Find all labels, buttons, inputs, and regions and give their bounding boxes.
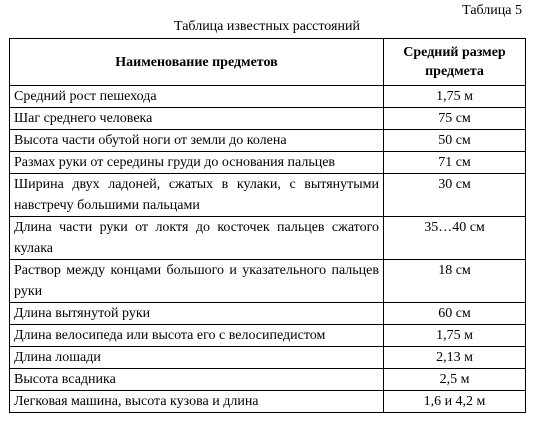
table-row bbox=[10, 325, 526, 347]
table-row bbox=[10, 347, 526, 369]
row-size: 1,75 м bbox=[384, 86, 526, 108]
row-name: Длина лошади bbox=[10, 347, 384, 369]
table-number: Таблица 5 bbox=[462, 3, 522, 18]
row-name: Шаг среднего человека bbox=[10, 108, 384, 130]
row-size: 30 см bbox=[384, 174, 526, 217]
row-size: 50 см bbox=[384, 130, 526, 152]
row-size: 60 см bbox=[384, 303, 526, 325]
row-name: Легковая машина, высота кузова и длина bbox=[10, 391, 384, 413]
row-name: Высота части обутой ноги от земли до колена bbox=[10, 130, 384, 152]
row-name: Ширина двух ладоней, сжатых в кулаки, с вытянутыми навстречу большими пальцами bbox=[10, 174, 384, 217]
table-row bbox=[10, 152, 526, 174]
row-name: Размах руки от середины груди до основания пальцев bbox=[10, 152, 384, 174]
table-row bbox=[10, 86, 526, 108]
row-size: 35…40 см bbox=[384, 217, 526, 260]
row-size: 18 см bbox=[384, 260, 526, 303]
table-row bbox=[10, 260, 526, 303]
table-caption: Таблица известных расстояний bbox=[174, 19, 360, 34]
row-size: 75 см bbox=[384, 108, 526, 130]
row-name: Длина части руки от локтя до косточек пальцев сжатого кулака bbox=[10, 217, 384, 260]
row-size: 1,6 и 4,2 м bbox=[384, 391, 526, 413]
table-row bbox=[10, 369, 526, 391]
row-size: 1,75 м bbox=[384, 325, 526, 347]
row-name: Раствор между концами большого и указательного пальцев руки bbox=[10, 260, 384, 303]
table-row bbox=[10, 391, 526, 413]
row-name: Высота всадника bbox=[10, 369, 384, 391]
row-size: 2,5 м bbox=[384, 369, 526, 391]
table-row bbox=[10, 108, 526, 130]
row-name: Средний рост пешехода bbox=[10, 86, 384, 108]
table-header-row bbox=[10, 39, 526, 86]
distances-table bbox=[9, 38, 526, 413]
table-row bbox=[10, 130, 526, 152]
table-row bbox=[10, 303, 526, 325]
header-size: Средний размер предмета bbox=[384, 39, 526, 86]
row-size: 71 см bbox=[384, 152, 526, 174]
row-name: Длина велосипеда или высота его с велосипедистом bbox=[10, 325, 384, 347]
table-row bbox=[10, 174, 526, 217]
table-row bbox=[10, 217, 526, 260]
header-name: Наименование предметов bbox=[10, 39, 384, 86]
row-size: 2,13 м bbox=[384, 347, 526, 369]
row-name: Длина вытянутой руки bbox=[10, 303, 384, 325]
